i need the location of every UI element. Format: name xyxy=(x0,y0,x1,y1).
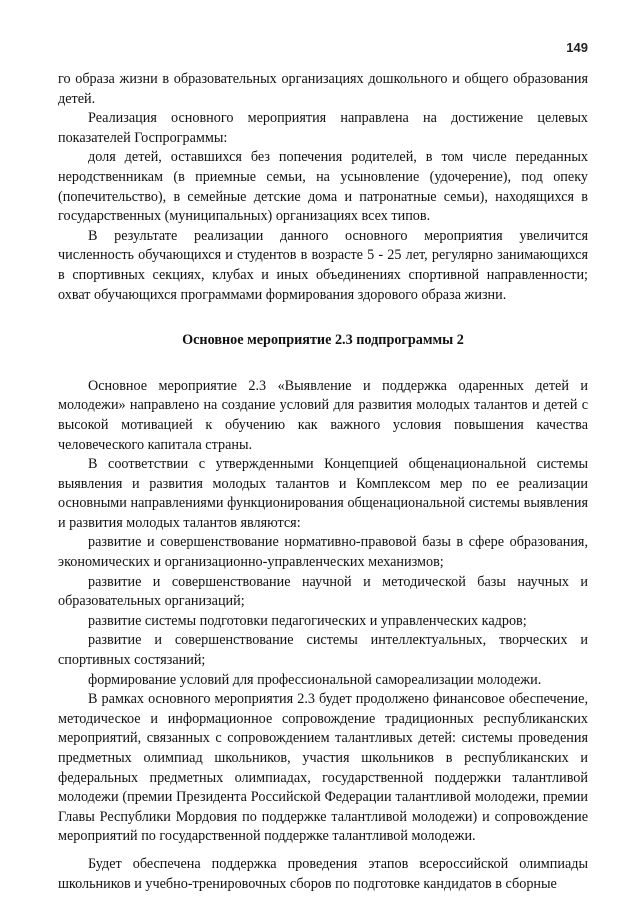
paragraph-7: В рамках основного мероприятия 2.3 будет продолжено финансовое обеспечение, методическое и информационное сопровождение традиционных республиканских мероприятий, связанных с сопровождением талантливых детей: системы проведения предметных олимпиад школьников, участия школьников в республиканских и федеральных предметных олимпиадах, государственной поддержки талантливой молодежи (премии Президента Российской Федерации талантливой молодежи, премии Главы Республики Мордовия по поддержке талантливой молодежи) и сопровождение мероприятий по государственной поддержке талантливой молодежи. xyxy=(58,691,588,845)
paragraph-5: Основное мероприятие 2.3 «Выявление и поддержка одаренных детей и молодежи» направлено на создание условий для развития молодых талантов и детей с высокой мотивацией к обучению как важного условия повышения качества человеческого капитала страны. xyxy=(58,377,588,453)
list-item-5: формирование условий для профессиональной самореализации молодежи. xyxy=(88,671,542,688)
paragraph-1: го образа жизни в образовательных организациях дошкольного и общего образования детей. xyxy=(58,71,588,107)
paragraph-8: Будет обеспечена поддержка проведения этапов всероссийской олимпиады школьников и учебно-тренировочных сборов по подготовке кандидатов в сборные xyxy=(58,855,588,892)
list-item-1: развитие и совершенствование нормативно-правовой базы в сфере образования, экономических и организационно-управленческих механизмов; xyxy=(58,534,588,571)
paragraph-6: В соответствии с утвержденными Концепцией общенациональной системы выявления и развития молодых талантов и Комплексом мер по ее реализации основными направлениями функционирования общенациональной системы выявления и развития молодых талантов являются: xyxy=(58,456,588,531)
list-item-3: развитие системы подготовки педагогических и управленческих кадров; xyxy=(88,612,527,629)
paragraph-4: В результате реализации данного основного мероприятия увеличится численность обучающихся и студентов в возрасте 5 - 25 лет, регулярно занимающихся в спортивных секциях, клубах и иных объединениях спортивной направленности; охват обучающихся программами формирования здорового образа жизни. xyxy=(58,227,588,303)
body-text xyxy=(58,70,588,894)
paragraph-2: Реализация основного мероприятия направлена на достижение целевых показателей Госпрограммы: xyxy=(58,110,588,146)
page-number: 149 xyxy=(566,40,588,55)
list-item-4: развитие и совершенствование системы интеллектуальных, творческих и спортивных состязаний; xyxy=(58,632,588,669)
paragraph-3: доля детей, оставшихся без попечения родителей, в том числе переданных неродственникам (в приемные семьи, на усыновление (удочерение), под опеку (попечительство), в семейные детские дома и патронатные семьи), находящихся в государственных (муниципальных) организациях всех типов. xyxy=(58,149,588,225)
section-heading: Основное мероприятие 2.3 подпрограммы 2 xyxy=(182,332,464,349)
list-item-2: развитие и совершенствование научной и методической базы научных и образовательных организаций; xyxy=(58,573,588,610)
